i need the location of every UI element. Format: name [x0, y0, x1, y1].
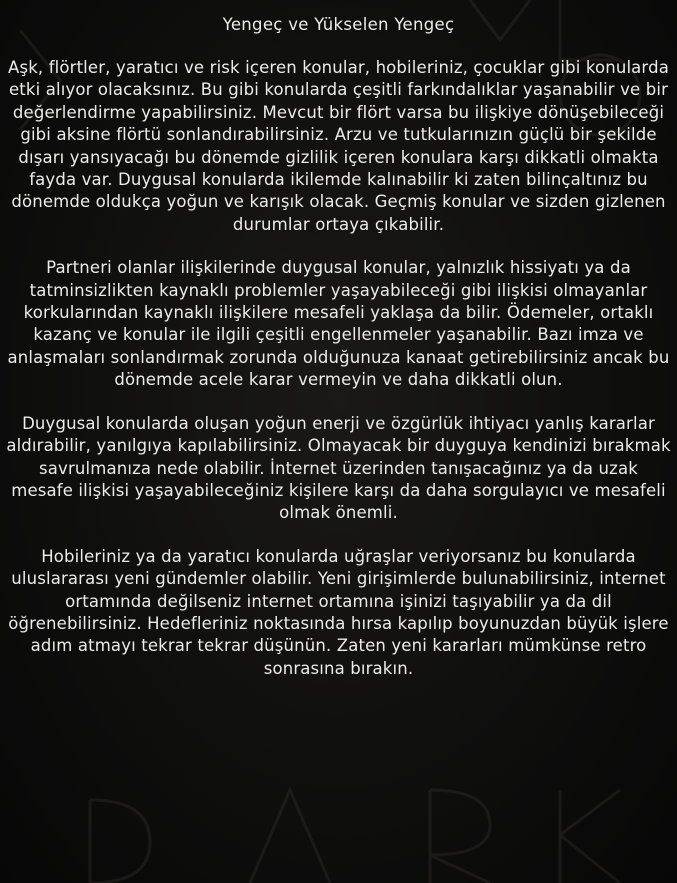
paragraph-1: Aşk, flörtler, yaratıcı ve risk içeren konular, hobileriniz, çocuklar gibi konularda etki alıyor olacaksınız. Bu gibi konularda çeşitli farkındalıklar yaşanabilir ve bir değerlendirme yapabilirsiniz. Mevcut bir flört varsa bu ilişkiye dönüşebileceği gibi aksine flörtü sonlandırabilirsiniz. Arzu ve tutkularınızın güçlü bir şekilde dışarı yansıyacağı bu dönemde gizlilik içeren konulara karşı dikkatli olmakta fayda var. Duygusal konularda ikilemde kalınabilir ki zaten bilinçaltınız bu dönemde oldukça yoğun ve karışık olacak. Geçmiş konular ve sizden gizlenen durumlar ortaya çıkabilir.: [8, 58, 669, 234]
paragraph-3: Duygusal konularda oluşan yoğun enerji ve özgürlük ihtiyacı yanlış kararlar aldırabilir, yanılgıya kapılabilirsiniz. Olmayacak bir duyguya kendinizi bırakmak savrulmanıza nede olabilir. İnternet üzerinden tanışacağınız ya da uzak mesafe ilişkisi yaşayabileceğiniz kişilere karşı da daha sorgulayıcı ve mesafeli olmak önemli.: [6, 413, 671, 523]
paragraph-2: Partneri olanlar ilişkilerinde duygusal konular, yalnızlık hissiyatı ya da tatminsizlikten kaynaklı problemler yaşayabileceği gibi ilişkisi olmayanlar korkularından kaynaklı ilişkilere mesafeli yaklaşa da bilir. Ödemeler, ortaklı kazanç ve konular ile ilgili çeşitli engellenmeler yaşanabilir. Bazı imza ve anlaşmaları sonlandırmak zorunda olduğunuza kanaat getirebilirsiniz ancak bu dönemde acele karar vermeyin ve daha dikkatli olun.: [7, 258, 670, 390]
article-title: Yengeç ve Yükselen Yengeç: [222, 15, 455, 34]
paragraph-4: Hobileriniz ya da yaratıcı konularda uğraşlar veriyorsanız bu konularda uluslararası yeni gündemler olabilir. Yeni girişimlerde bulunabilirsiniz, internet ortamında değilseniz internet ortamına işinizi taşıyabilir ya da dil öğrenebilirsiniz. Hedefleriniz noktasında hırsa kapılıp boyunuzdan büyük işlere adım atmayı tekrar tekrar düşünün. Zaten yeni kararları mümkünse retro sonrasına bırakın.: [8, 546, 669, 678]
